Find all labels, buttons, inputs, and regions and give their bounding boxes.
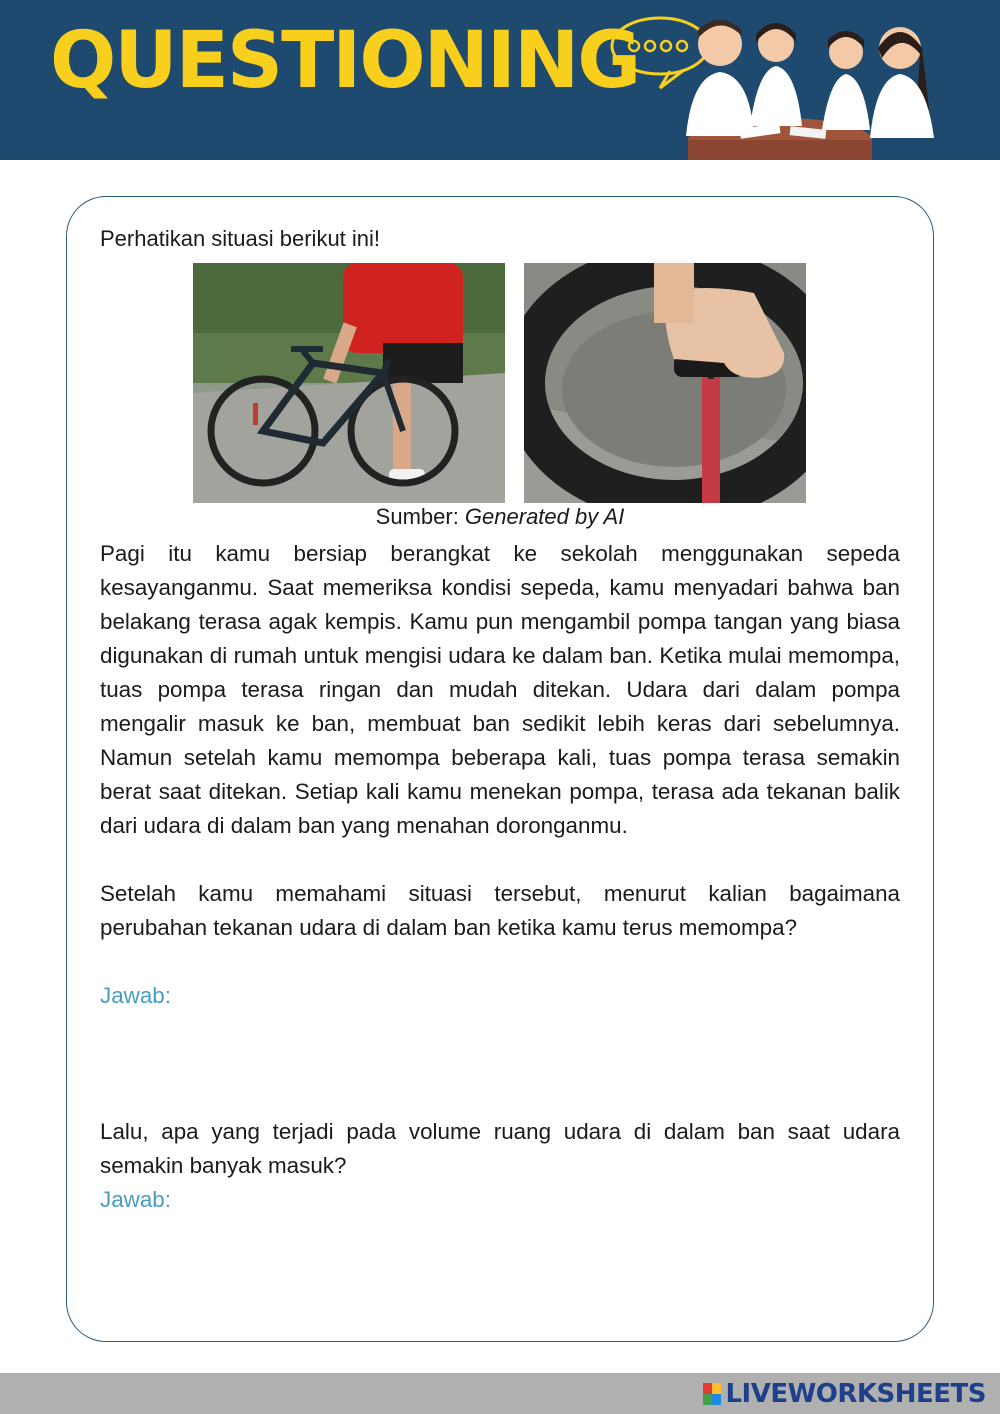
header-banner (0, 0, 1000, 160)
footer-bar (0, 1373, 1000, 1414)
students-discussion-illustration (600, 8, 940, 160)
caption-prefix: Sumber: (375, 504, 465, 529)
speech-bubble-icon (612, 18, 708, 88)
question-1: Setelah kamu memahami situasi tersebut, menurut kalian bagaimana perubahan tekanan udara di dalam ban ketika kamu terus memompa? (100, 881, 900, 940)
image-caption (0, 504, 1000, 530)
intro-text: Perhatikan situasi berikut ini! (100, 226, 381, 251)
hand-pump-photo (524, 263, 806, 503)
liveworksheets-logo[interactable] (703, 1378, 986, 1410)
answer-label-1: Jawab: (100, 983, 171, 1008)
liveworksheets-text: LIVEWORKSHEETS (725, 1379, 986, 1409)
question-2: Lalu, apa yang terjadi pada volume ruang udara di dalam ban saat udara semakin banyak masuk? (100, 1119, 900, 1178)
caption-source: Generated by AI (464, 504, 625, 529)
situation-paragraph: Pagi itu kamu bersiap berangkat ke sekolah menggunakan sepeda kesayanganmu. Saat memeriksa kondisi sepeda, kamu menyadari bahwa ban belakang terasa agak kempis. Kamu pun mengambil pompa tangan yang biasa digunakan di rumah untuk mengisi udara ke dalam ban. Ketika mulai memompa, tuas pompa terasa ringan dan mudah ditekan. Udara dari dalam pompa mengalir masuk ke ban, membuat ban sedikit lebih keras dari sebelumnya. Namun setelah kamu memompa beberapa kali, tuas pompa terasa semakin berat saat ditekan. Setiap kali kamu menekan pompa, terasa ada tekanan balik dari udara di dalam ban yang menahan doronganmu. (100, 541, 900, 838)
liveworksheets-icon (703, 1383, 721, 1405)
page-title: QUESTIONING (50, 16, 640, 106)
answer-label-2: Jawab: (100, 1187, 171, 1212)
bicycle-photo (193, 263, 505, 503)
